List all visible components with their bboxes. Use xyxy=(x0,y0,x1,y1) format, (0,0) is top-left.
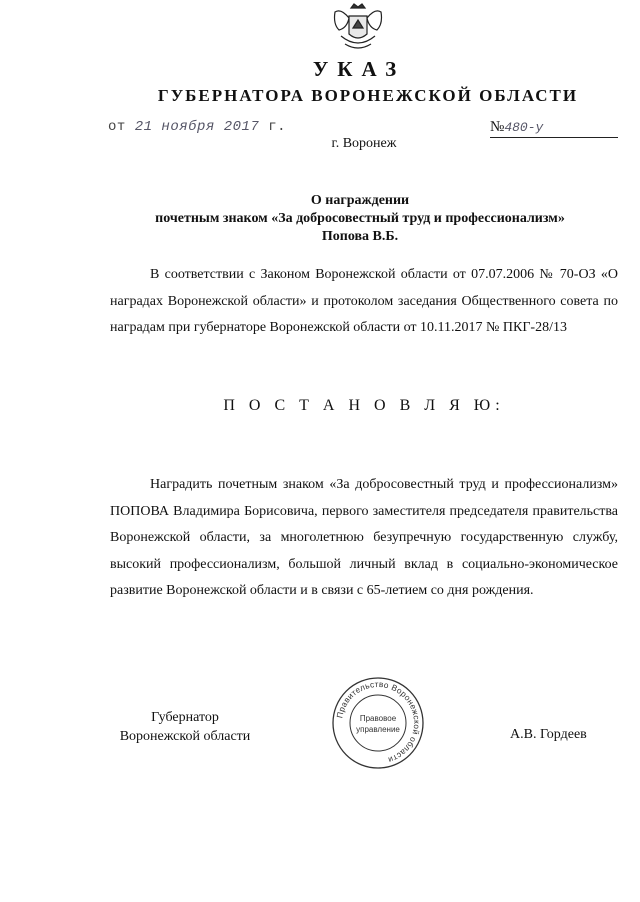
date-value: 21 ноября 2017 xyxy=(134,119,260,135)
subject-line-1: О награждении xyxy=(310,193,410,208)
decree-subject xyxy=(120,192,600,246)
city: г. Воронеж xyxy=(331,136,397,151)
position-line-2: Воронежской области xyxy=(119,729,251,744)
decree-word: П О С Т А Н О В Л Я Ю: xyxy=(223,397,505,414)
coat-of-arms-icon xyxy=(331,2,385,54)
position-line-1: Губернатор xyxy=(151,710,219,725)
signatory-position xyxy=(110,708,260,746)
date-prefix: от xyxy=(108,119,126,135)
stamp-ring-text: Правительство Воронежской области xyxy=(334,678,423,766)
preamble-paragraph: В соответствии с Законом Воронежской области от 07.07.2006 № 70-ОЗ «О наградах Воронежской области» и протоколом заседания Общественного совета по наградам при губернаторе Воронежской области от 10.11.2017 № ПКГ-28/13 xyxy=(110,267,618,335)
subject-line-3: Попова В.Б. xyxy=(321,229,399,244)
decree-date xyxy=(108,119,286,135)
signatory-name: А.В. Гордеев xyxy=(510,727,587,742)
document-issuer: ГУБЕРНАТОРА ВОРОНЕЖСКОЙ ОБЛАСТИ xyxy=(157,86,579,105)
official-stamp xyxy=(331,676,425,770)
document-title: УКАЗ xyxy=(312,57,406,81)
stamp-center-line-1: Правовое xyxy=(359,714,397,723)
subject-line-2: почетным знаком «За добросовестный труд и профессионализм» xyxy=(155,211,565,226)
decree-body-paragraph: Наградить почетным знаком «За добросовестный труд и профессионализм» ПОПОВА Владимира Борисовича, первого заместителя председателя правительства Воронежской области, за многолетнюю безупречную государственную службу, высокий профессионализм, большой личный вклад в социально-экономическое развитие Воронежской области и в связи с 65-летием со дня рождения. xyxy=(110,477,618,598)
stamp-center-line-2: управление xyxy=(356,725,400,734)
date-suffix: г. xyxy=(268,119,287,135)
number-value: 480-у xyxy=(504,120,544,135)
number-label: № xyxy=(490,119,505,135)
